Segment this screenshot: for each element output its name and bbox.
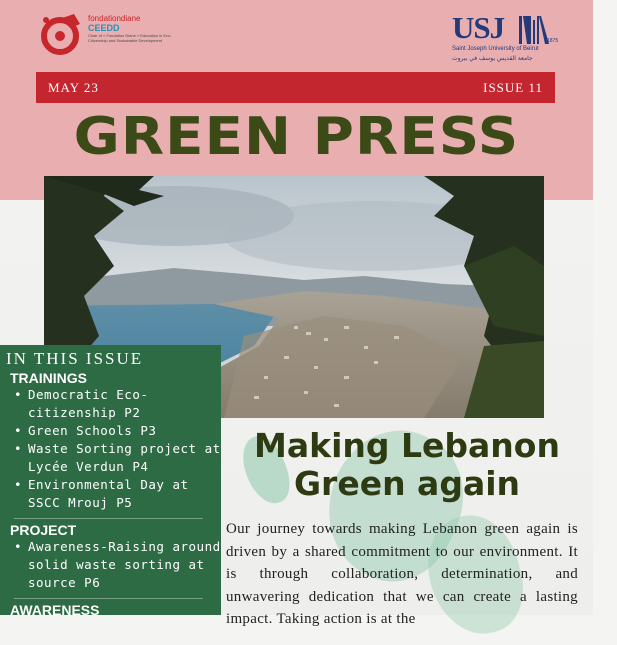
ceedd-logo-text	[88, 14, 173, 43]
issue-bar	[36, 72, 555, 103]
usj-name-arabic: جامعة القديس يوسف في بيروت	[452, 55, 533, 62]
usj-logo	[452, 10, 562, 70]
usj-year: 1875	[547, 38, 559, 44]
list-item[interactable]: • Democratic Eco-citizenship P2	[12, 386, 221, 422]
ceedd-chair-text: Chair of « Fondation Diane » Education in Eco-Citizenship and Sustainable Development	[88, 33, 172, 43]
issue-number: ISSUE 11	[483, 80, 543, 95]
section-title-trainings: TRAININGS	[10, 370, 87, 386]
ceedd-org-name: fondationdiane	[88, 14, 141, 23]
in-this-issue-sidebar	[0, 345, 221, 618]
article-title-line: Making Lebanon	[254, 426, 560, 465]
usj-letters: USJ	[452, 10, 505, 45]
trainings-list	[12, 386, 221, 512]
divider	[14, 518, 203, 519]
ceedd-logo-icon	[40, 12, 84, 56]
usj-name-english: Saint Joseph University of Beirut	[452, 46, 539, 52]
list-item[interactable]: • Green Schools P3	[12, 422, 221, 440]
divider	[14, 598, 203, 599]
ceedd-name: CEEDD	[88, 23, 120, 33]
sidebar-heading: IN THIS ISSUE	[6, 349, 144, 368]
usj-tower-icon	[519, 14, 557, 46]
article-body: Our journey towards making Lebanon green again is driven by a shared commitment to our environment. It is through collaboration, determination, and unwavering dedication that we can create a lasting impact. Taking action is at the	[226, 521, 578, 627]
list-item[interactable]: • Waste Sorting project at Lycée Verdun P4	[12, 440, 221, 476]
newsletter-title: GREEN PRESS	[73, 107, 520, 167]
ceedd-logo	[40, 10, 170, 66]
section-title-project: PROJECT	[10, 522, 77, 538]
list-item[interactable]: • Awareness-Raising around solid waste sorting at source P6	[12, 538, 221, 592]
article-title	[221, 427, 593, 503]
issue-date: MAY 23	[48, 80, 99, 95]
project-list	[12, 538, 221, 592]
article-title-line: Green again	[293, 464, 521, 503]
section-title-awareness: AWARENESS	[10, 602, 100, 618]
list-item[interactable]: • Environmental Day at SSCC Mrouj P5	[12, 476, 221, 512]
